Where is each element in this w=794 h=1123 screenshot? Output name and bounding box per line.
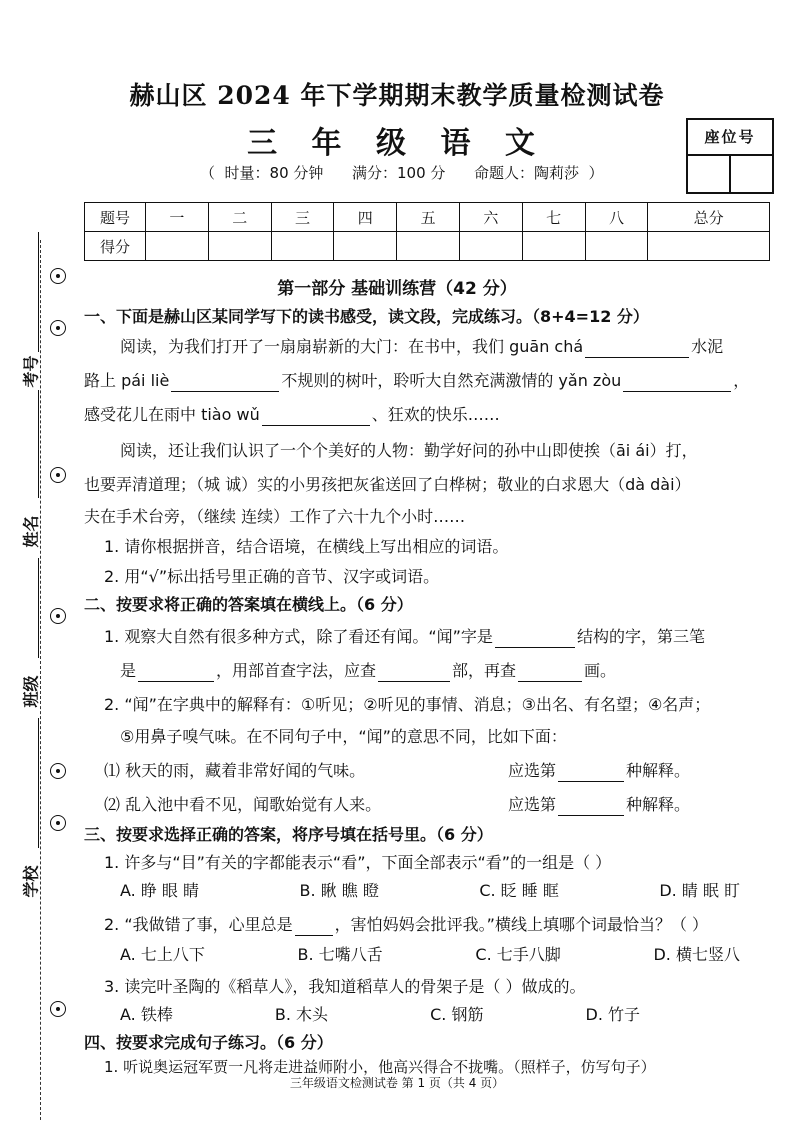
score-col-7: 七 xyxy=(522,203,585,232)
section2-line: ⑴ 秋天的雨，藏着非常好闻的气味。 xyxy=(104,761,366,780)
section2-line: 1. 观察大自然有很多种方式，除了看还有闻。“闻”字是 结构的字，第三笔 xyxy=(104,627,705,646)
seat-number-cell-1[interactable] xyxy=(688,156,731,192)
score-table xyxy=(84,202,770,261)
answer-blank[interactable] xyxy=(518,663,582,682)
section2-line: 应选第 种解释。 xyxy=(508,795,691,814)
answer-blank[interactable] xyxy=(262,407,370,426)
section3-question-3: 3. 读完叶圣陶的《稻草人》，我知道稻草人的骨架子是（ ）做成的。 xyxy=(104,977,586,996)
section1-passage-line: 也要弄清道理；（城 诚）实的小男孩把灰雀送回了白桦树；敬业的白求恩大（dà dài） xyxy=(84,475,691,494)
binding-hole-icon xyxy=(50,320,66,336)
score-table-header-row xyxy=(85,203,770,232)
section3-q2-options xyxy=(120,944,740,966)
score-cell[interactable] xyxy=(585,232,648,261)
section4-question-1: 1. 听说奥运冠军贾一凡将走进益师附小，他高兴得合不拢嘴。（照样子，仿写句子） xyxy=(104,1058,656,1076)
score-cell[interactable] xyxy=(208,232,271,261)
option-d: D. 竹子 xyxy=(585,1005,640,1024)
score-table-score-row xyxy=(85,232,770,261)
section2-line: 应选第 种解释。 xyxy=(508,761,691,780)
score-col-5: 五 xyxy=(397,203,460,232)
class-write-line[interactable] xyxy=(38,558,39,658)
section3-q3-options xyxy=(120,1004,640,1026)
section4-title: 四、按要求完成句子练习。（6 分） xyxy=(84,1033,333,1052)
section2-line: ⑵ 乱入池中看不见，闻歌始觉有人来。 xyxy=(104,795,382,814)
name-label: 姓名 xyxy=(21,515,41,548)
score-col-4: 四 xyxy=(334,203,397,232)
section1-passage-line: 阅读，为我们打开了一扇扇崭新的大门：在书中，我们 guān chá 水泥 xyxy=(120,337,724,356)
score-col-total: 总分 xyxy=(648,203,770,232)
score-row-label: 得分 xyxy=(85,232,146,261)
score-col-6: 六 xyxy=(459,203,522,232)
section3-question-1: 1. 许多与“目”有关的字都能表示“看”，下面全部表示“看”的一组是（ ） xyxy=(104,853,612,872)
answer-blank[interactable] xyxy=(558,797,624,816)
section1-question-1: 1. 请你根据拼音，结合语境，在横线上写出相应的词语。 xyxy=(104,537,509,556)
score-cell[interactable] xyxy=(146,232,209,261)
binding-hole-icon xyxy=(50,608,66,624)
option-c: C. 七手八脚 xyxy=(475,945,561,964)
answer-blank[interactable] xyxy=(585,339,689,358)
section1-passage-line: 路上 pái liè 不规则的树叶，聆听大自然充满激情的 yǎn zòu ， xyxy=(84,371,750,390)
score-col-3: 三 xyxy=(271,203,334,232)
option-b: B. 木头 xyxy=(274,1005,329,1024)
option-a: A. 睁 眼 睛 xyxy=(120,881,200,900)
section1-question-2: 2. 用“√”标出括号里正确的音节、汉字或词语。 xyxy=(104,567,440,586)
part1-heading: 第一部分 基础训练营（42 分） xyxy=(277,279,517,299)
answer-blank[interactable] xyxy=(623,373,731,392)
seat-number-box xyxy=(686,118,774,194)
score-cell[interactable] xyxy=(334,232,397,261)
section2-line: 是 ，用部首查字法，应查 部，再查 画。 xyxy=(120,661,617,680)
score-col-label: 题号 xyxy=(85,203,146,232)
page-footer: 三年级语文检测试卷 第 1 页（共 4 页） xyxy=(289,1076,505,1090)
score-col-1: 一 xyxy=(146,203,209,232)
binding-hole-icon xyxy=(50,467,66,483)
seat-number-cell-2[interactable] xyxy=(731,156,772,192)
option-c: C. 钢筋 xyxy=(430,1005,484,1024)
section2-title: 二、按要求将正确的答案填在横线上。（6 分） xyxy=(84,595,413,614)
answer-blank[interactable] xyxy=(558,763,624,782)
seat-number-label: 座位号 xyxy=(688,120,772,156)
score-cell[interactable] xyxy=(397,232,460,261)
option-d: D. 横七竖八 xyxy=(653,945,740,964)
section3-question-2: 2. “我做错了事，心里总是 ，害怕妈妈会批评我。”横线上填哪个词最恰当？（ ） xyxy=(104,915,709,934)
score-col-2: 二 xyxy=(208,203,271,232)
exam-no-label: 考号 xyxy=(21,355,41,388)
exam-info: （ 时量：80 分钟 满分：100 分 命题人：陶莉莎 ） xyxy=(200,164,604,182)
exam-subject: 三 年 级 语 文 xyxy=(247,126,547,161)
answer-blank[interactable] xyxy=(378,663,450,682)
option-d: D. 睛 眠 盯 xyxy=(659,881,740,900)
score-cell[interactable] xyxy=(459,232,522,261)
score-cell[interactable] xyxy=(522,232,585,261)
section1-passage-line: 夫在手术台旁，（继续 连续）工作了六十九个小时…… xyxy=(84,507,466,526)
school-label: 学校 xyxy=(21,865,41,898)
section3-title: 三、按要求选择正确的答案，将序号填在括号里。（6 分） xyxy=(84,825,493,844)
exam-title: 赫山区 2024 年下学期期末教学质量检测试卷 xyxy=(129,81,665,110)
answer-blank[interactable] xyxy=(295,917,333,936)
binding-hole-icon xyxy=(50,1001,66,1017)
answer-blank[interactable] xyxy=(138,663,214,682)
class-label: 班级 xyxy=(21,675,41,708)
score-cell[interactable] xyxy=(271,232,334,261)
section2-line: ⑤用鼻子嗅气味。在不同句子中，“闻”的意思不同，比如下面： xyxy=(120,727,567,746)
binding-hole-icon xyxy=(50,815,66,831)
option-a: A. 七上八下 xyxy=(120,945,205,964)
answer-blank[interactable] xyxy=(495,629,575,648)
section2-line: 2. “闻”在字典中的解释有：①听见；②听见的事情、消息；③出名、有名望；④名声； xyxy=(104,695,711,714)
option-c: C. 眨 睡 眶 xyxy=(479,881,559,900)
option-b: B. 七嘴八舌 xyxy=(297,945,383,964)
binding-hole-icon xyxy=(50,763,66,779)
option-a: A. 铁棒 xyxy=(120,1005,173,1024)
section1-passage-line: 感受花儿在雨中 tiào wǔ 、狂欢的快乐…… xyxy=(84,405,500,424)
option-b: B. 瞅 瞧 瞪 xyxy=(299,881,379,900)
section1-title: 一、下面是赫山区某同学写下的读书感受，读文段，完成练习。（8+4=12 分） xyxy=(84,307,649,326)
name-write-line[interactable] xyxy=(38,390,39,498)
section1-passage-line: 阅读，还让我们认识了一个个美好的人物：勤学好问的孙中山即使挨（āi ái）打， xyxy=(120,441,698,460)
answer-blank[interactable] xyxy=(171,373,279,392)
section3-q1-options xyxy=(120,880,740,902)
school-write-line[interactable] xyxy=(38,718,39,848)
score-cell-total[interactable] xyxy=(648,232,770,261)
score-col-8: 八 xyxy=(585,203,648,232)
